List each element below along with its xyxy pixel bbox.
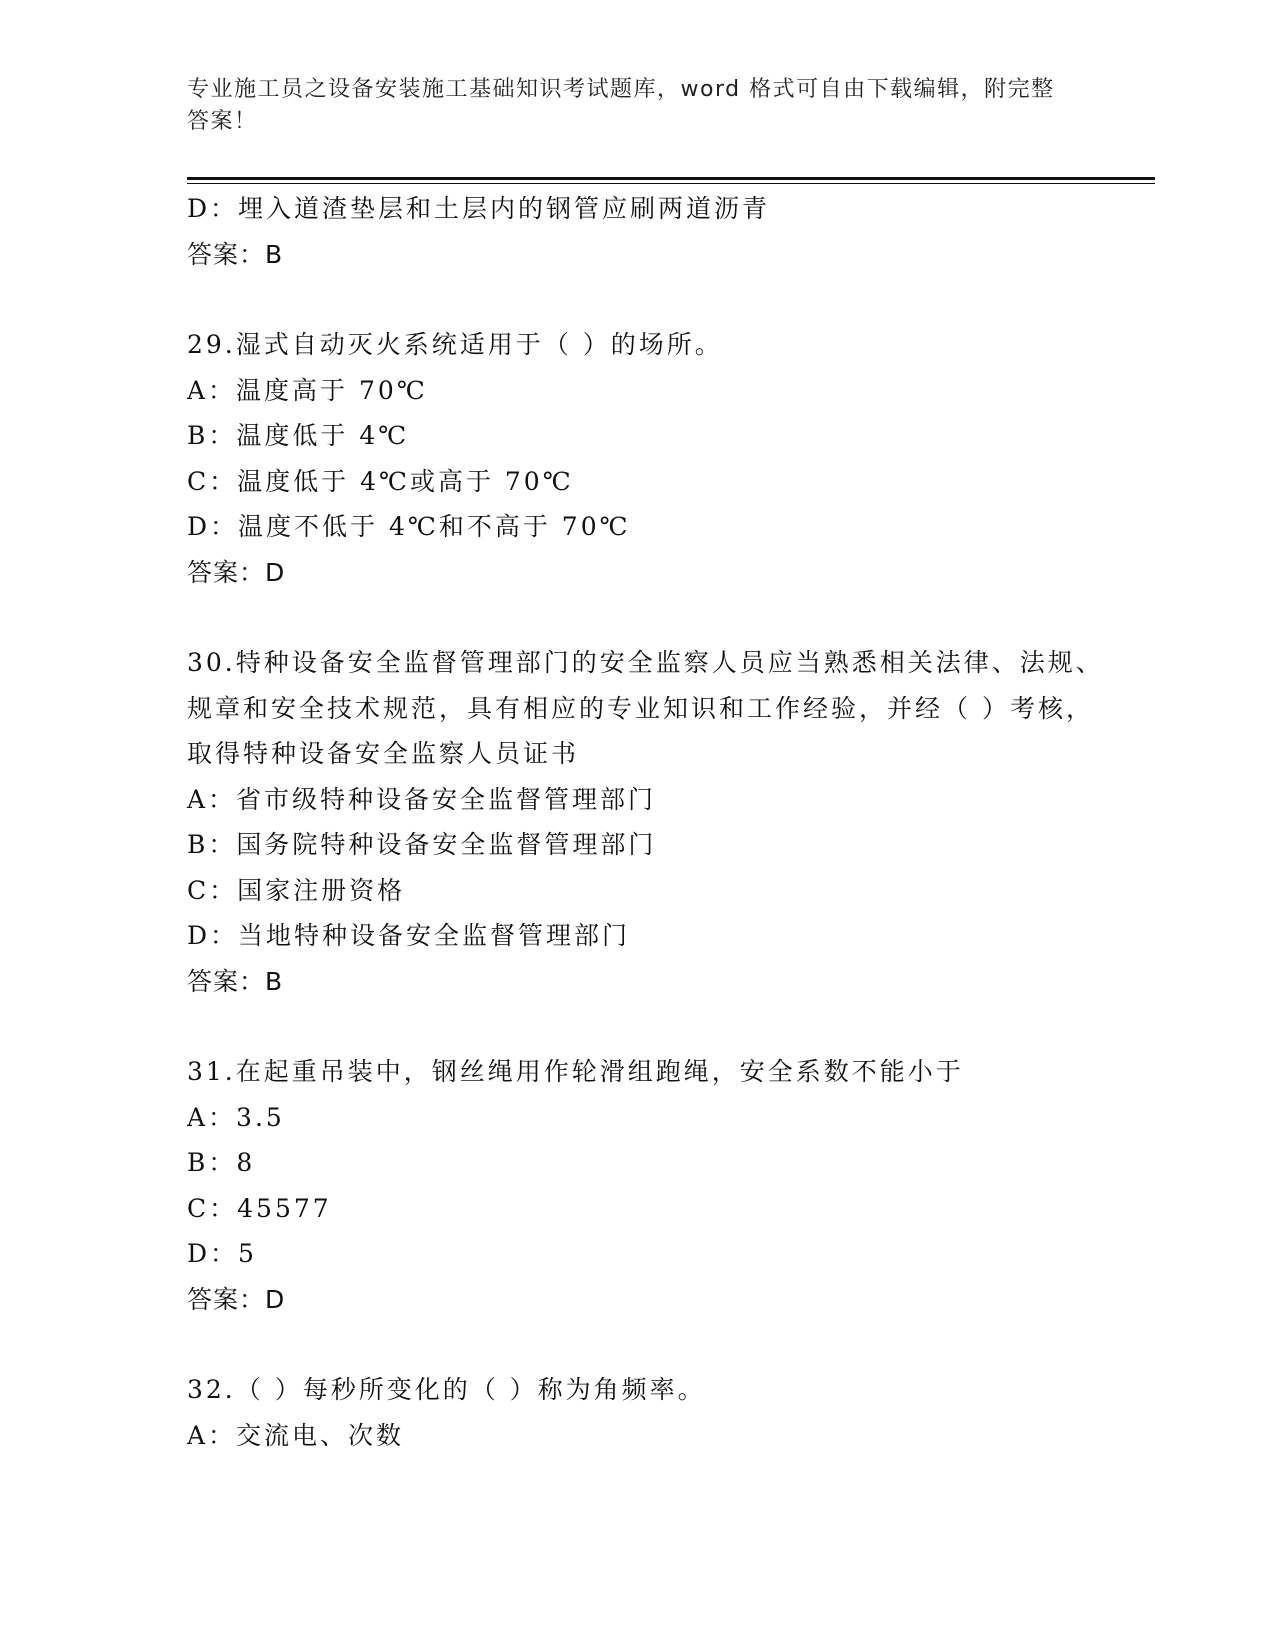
answer-line: 答案：D — [187, 557, 286, 587]
question-31 — [187, 1049, 1107, 1322]
option-a: A：3.5 — [187, 1102, 285, 1132]
question-content — [187, 186, 1107, 1458]
option-d: D：5 — [187, 1239, 257, 1268]
header-divider-thick — [187, 177, 1155, 180]
option-b: B：8 — [187, 1148, 256, 1177]
option-d: D：温度不低于 4℃和不高于 70℃ — [187, 512, 631, 541]
option-c: C：国家注册资格 — [187, 875, 406, 905]
answer-line: 答案：B — [187, 966, 284, 996]
question-32 — [187, 1367, 1107, 1458]
answer-line: 答案：B — [187, 239, 284, 269]
question-stem: 30.特种设备安全监督管理部门的安全监察人员应当熟悉相关法律、法规、规章和安全技术规范，具有相应的专业知识和工作经验，并经（ ）考核，取得特种设备安全监察人员证书 — [187, 648, 1104, 768]
spacer — [187, 595, 1107, 640]
option-b: B：温度低于 4℃ — [187, 421, 410, 450]
question-29 — [187, 322, 1107, 595]
question-30 — [187, 640, 1107, 1004]
option-a: A：省市级特种设备安全监督管理部门 — [187, 784, 657, 814]
document-header: 专业施工员之设备安装施工基础知识考试题库，word 格式可自由下载编辑，附完整答案！ — [187, 77, 1055, 134]
answer-line: 答案：D — [187, 1284, 286, 1314]
spacer — [187, 1322, 1107, 1367]
option-a: A：交流电、次数 — [187, 1420, 405, 1450]
option-a: A：温度高于 70℃ — [187, 375, 428, 405]
option-c: C：温度低于 4℃或高于 70℃ — [187, 466, 574, 496]
question-stem: 29.湿式自动灭火系统适用于（ ）的场所。 — [187, 330, 723, 359]
spacer — [187, 1004, 1107, 1049]
question-stem: 31.在起重吊装中，钢丝绳用作轮滑组跑绳，安全系数不能小于 — [187, 1057, 964, 1086]
option-c: C：45577 — [187, 1193, 332, 1223]
option-d: D：埋入道渣垫层和土层内的钢管应刷两道沥青 — [187, 194, 771, 223]
header-divider-thin — [187, 183, 1155, 184]
option-b: B：国务院特种设备安全监督管理部门 — [187, 830, 657, 859]
question-stem: 32.（ ）每秒所变化的（ ）称为角频率。 — [187, 1375, 706, 1404]
spacer — [187, 277, 1107, 322]
option-d: D：当地特种设备安全监督管理部门 — [187, 921, 631, 950]
